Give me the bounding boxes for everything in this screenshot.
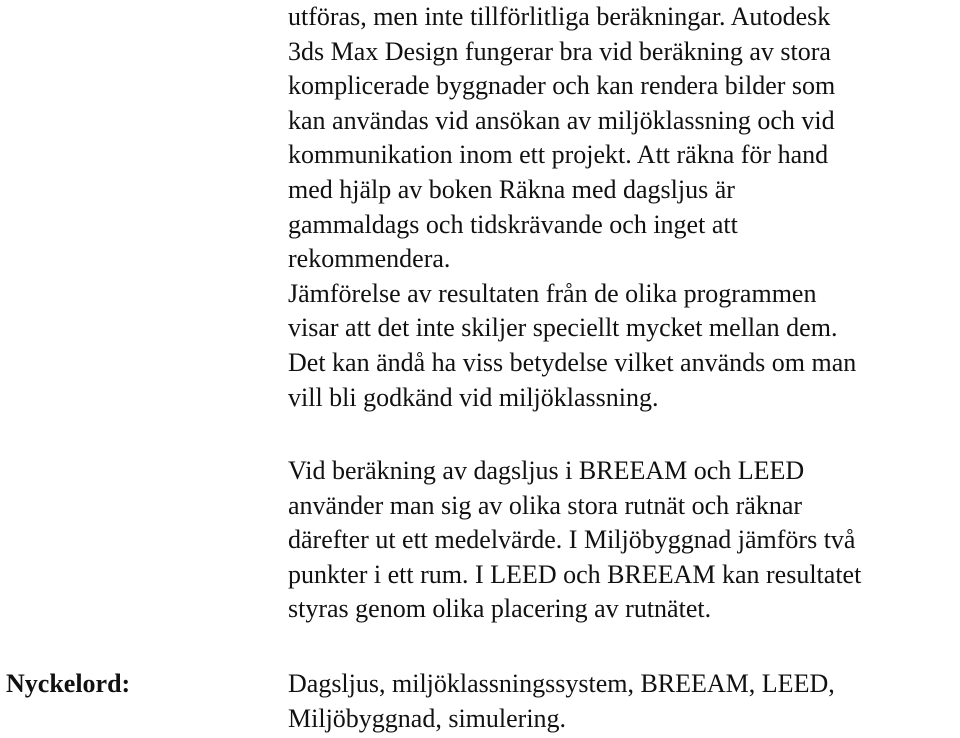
text-line: gammaldags och tidskrävande och inget att bbox=[288, 209, 738, 239]
text-line: visar att det inte skiljer speciellt mycket mellan dem. bbox=[288, 313, 838, 343]
summary-paragraph-2 bbox=[288, 454, 861, 627]
text-line: med hjälp av boken Räkna med dagsljus är bbox=[288, 174, 735, 204]
summary-paragraph-1 bbox=[288, 0, 856, 415]
keywords-list bbox=[288, 667, 835, 736]
text-line: Jämförelse av resultaten från de olika programmen bbox=[288, 278, 817, 308]
text-line: utföras, men inte tillförlitliga beräkningar. Autodesk bbox=[288, 2, 831, 31]
text-line: rekommendera. bbox=[288, 244, 451, 274]
text-line: vill bli godkänd vid miljöklassning. bbox=[288, 382, 659, 412]
keywords-label: Nyckelord: bbox=[6, 669, 131, 698]
text-line: Det kan ändå ha viss betydelse vilket används om man bbox=[288, 347, 857, 377]
text-line: Vid beräkning av dagsljus i BREEAM och LEED bbox=[288, 456, 805, 485]
text-line: 3ds Max Design fungerar bra vid beräkning av stora bbox=[288, 36, 831, 66]
text-line: använder man sig av olika stora rutnät och räknar bbox=[288, 490, 803, 520]
text-line: punkter i ett rum. I LEED och BREEAM kan resultatet bbox=[288, 559, 862, 589]
text-line: komplicerade byggnader och kan rendera bilder som bbox=[288, 71, 836, 101]
keywords-line: Miljöbyggnad, simulering. bbox=[288, 703, 567, 733]
text-line: styras genom olika placering av rutnätet. bbox=[288, 594, 712, 624]
text-line: därefter ut ett medelvärde. I Miljöbyggnad jämförs två bbox=[288, 525, 856, 555]
keywords-line: Dagsljus, miljöklassningssystem, BREEAM, LEED, bbox=[288, 669, 835, 698]
text-line: kommunikation inom ett projekt. Att räkna för hand bbox=[288, 140, 829, 170]
text-line: kan användas vid ansökan av miljöklassning och vid bbox=[288, 105, 835, 135]
